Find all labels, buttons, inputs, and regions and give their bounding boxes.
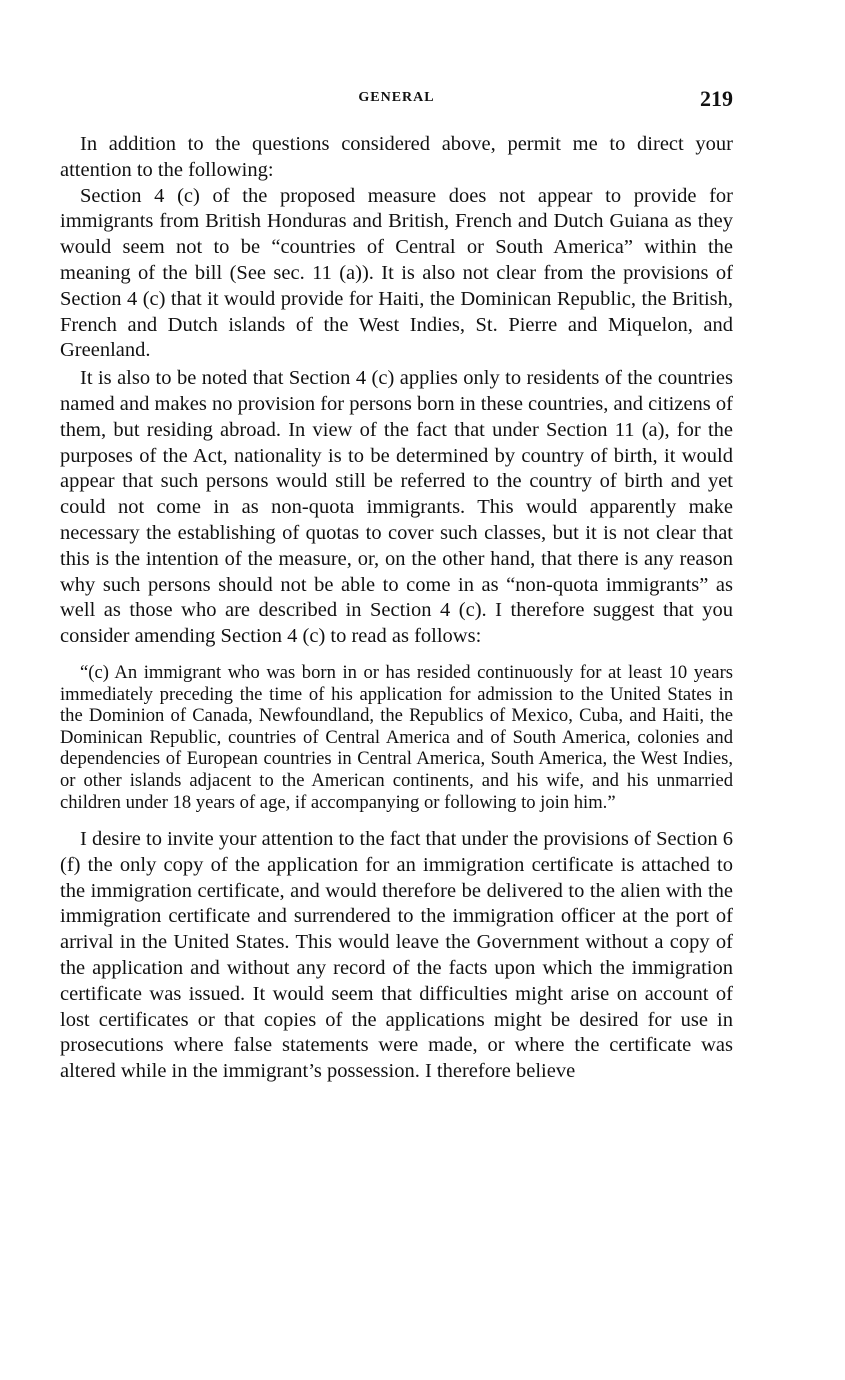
page-number: 219 (700, 86, 733, 111)
document-page (60, 86, 733, 1085)
paragraph: It is also to be noted that Section 4 (c) applies only to residents of the countries named and makes no provision for persons born in these countries, and citizens of them, but residing abroad. In view of the fact that under Section 11 (a), for the purposes of the Act, nationality is to be determined by country of birth, it would appear that such persons would still be referred to the country of birth and yet could not come in as non-quota immigrants. This would apparently make necessary the establishing of quotas to cover such classes, but it is not clear that this is the intention of the measure, or, on the other hand, that there is any reason why such persons should not be able to come in as “non-quota immigrants” as well as those who are described in Section 4 (c). I therefore suggest that you consider amending Section 4 (c) to read as follows: (60, 367, 733, 648)
body-text (60, 132, 733, 1085)
running-head: GENERAL (358, 90, 435, 105)
quoted-amendment: “(c) An immigrant who was born in or has resided continuously for at least 10 years immediately preceding the time of his application for admission to the United States in the Dominion of Canada, Newfoundland, the Republics of Mexico, Cuba, and Haiti, the Dominican Republic, countries of Central America and of South America, colonies and dependencies of European countries in Central America, South America, the West Indies, or other islands adjacent to the American continents, and his wife, and his unmarried children under 18 years of age, if accompanying or following to join him.” (60, 661, 733, 813)
paragraph: Section 4 (c) of the proposed measure does not appear to provide for immigrants from British Honduras and British, French and Dutch Guiana as they would seem not to be “countries of Central or South America” within the meaning of the bill (See sec. 11 (a)). It is also not clear from the provisions of Section 4 (c) that it would provide for Haiti, the Dominican Republic, the British, French and Dutch islands of the West Indies, St. Pierre and Miquelon, and Greenland. (60, 184, 733, 362)
paragraph: I desire to invite your attention to the fact that under the provisions of Section 6 (f) the only copy of the application for an immigration certificate is attached to the immigration certificate, and would therefore be delivered to the alien with the immigration certificate and surrendered to the immigration officer at the port of arrival in the United States. This would leave the Government without a copy of the application and without any record of the facts upon which the immigration certificate was issued. It would seem that difficulties might arise on account of lost certificates or that copies of the applications might be desired for use in prosecutions where false statements were made, or where the certificate was altered while in the immigrant’s possession. I therefore believe (60, 828, 733, 1083)
page-header (60, 86, 733, 116)
paragraph: In addition to the questions considered above, permit me to direct your attention to the following: (60, 133, 733, 181)
